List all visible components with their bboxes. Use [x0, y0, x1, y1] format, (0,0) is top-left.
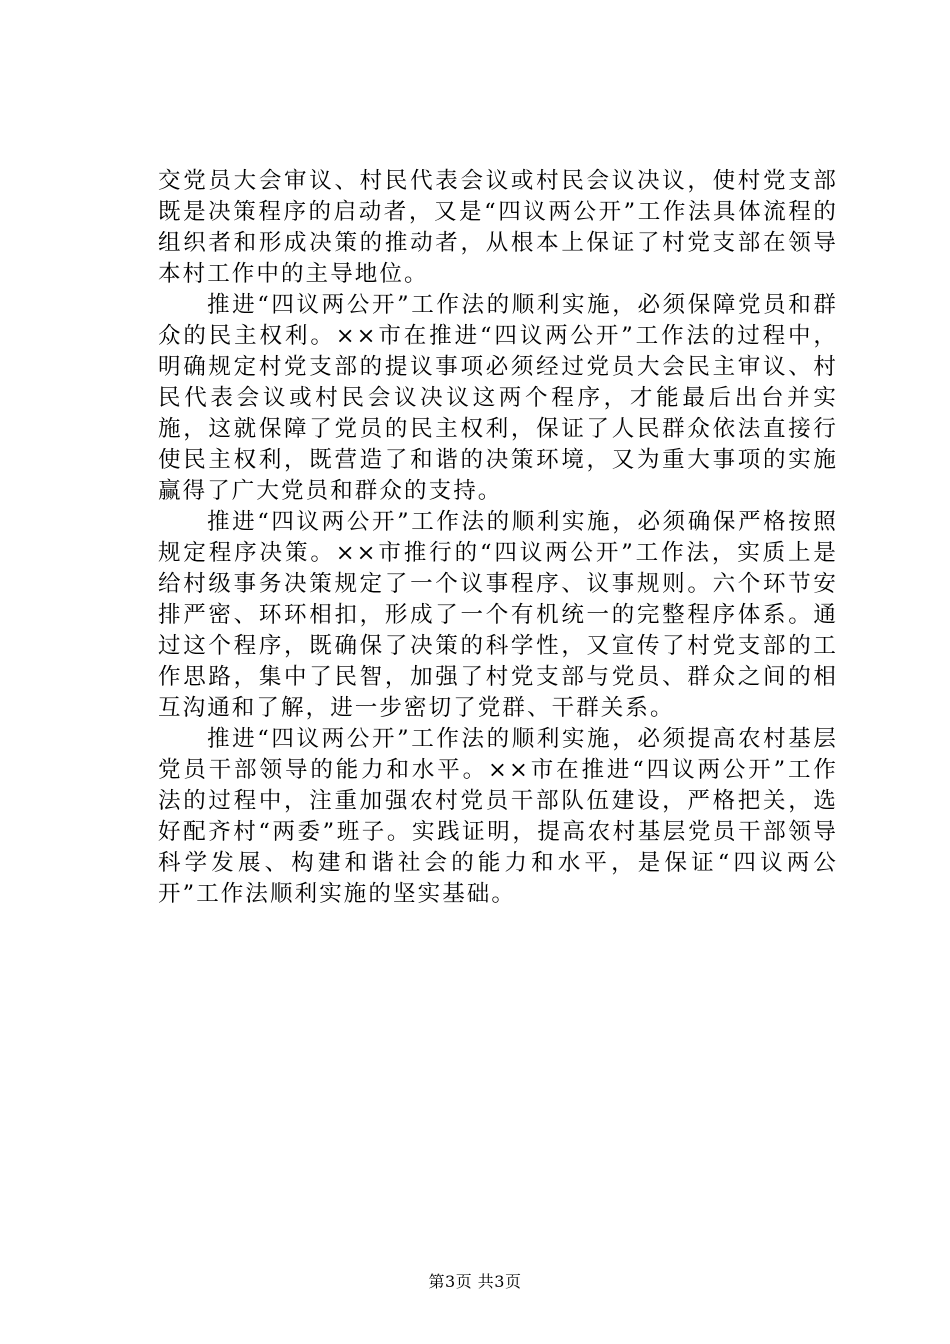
paragraph-4: 推进“四议两公开”工作法的顺利实施，必须提高农村基层党员干部领导的能力和水平。××市在推进“四议两公开”工作法的过程中，注重加强农村党员干部队伍建设，严格把关，选好配齐村“两委”班子。实践证明，提高农村基层党员干部领导科学发展、构建和谐社会的能力和水平，是保证“四议两公开”工作法顺利实施的坚实基础。 [158, 726, 838, 907]
paragraph-2: 推进“四议两公开”工作法的顺利实施，必须保障党员和群众的民主权利。××市在推进“四议两公开”工作法的过程中，明确规定村党支部的提议事项必须经过党员大会民主审议、村民代表会议或村民会议决议这两个程序，才能最后出台并实施，这就保障了党员的民主权利，保证了人民群众依法直接行使民主权利，既营造了和谐的决策环境，又为重大事项的实施赢得了广大党员和群众的支持。 [158, 292, 838, 504]
document-body [158, 166, 838, 910]
paragraph-1: 交党员大会审议、村民代表会议或村民会议决议，使村党支部既是决策程序的启动者，又是“四议两公开”工作法具体流程的组织者和形成决策的推动者，从根本上保证了村党支部在领导本村工作中的主导地位。 [158, 168, 838, 287]
paragraph-3: 推进“四议两公开”工作法的顺利实施，必须确保严格按照规定程序决策。××市推行的“四议两公开”工作法，实质上是给村级事务决策规定了一个议事程序、议事规则。六个环节安排严密、环环相扣，形成了一个有机统一的完整程序体系。通过这个程序，既确保了决策的科学性，又宣传了村党支部的工作思路，集中了民智，加强了村党支部与党员、群众之间的相互沟通和了解，进一步密切了党群、干群关系。 [158, 509, 838, 721]
page-number-footer: 第3页 共3页 [428, 1272, 522, 1291]
